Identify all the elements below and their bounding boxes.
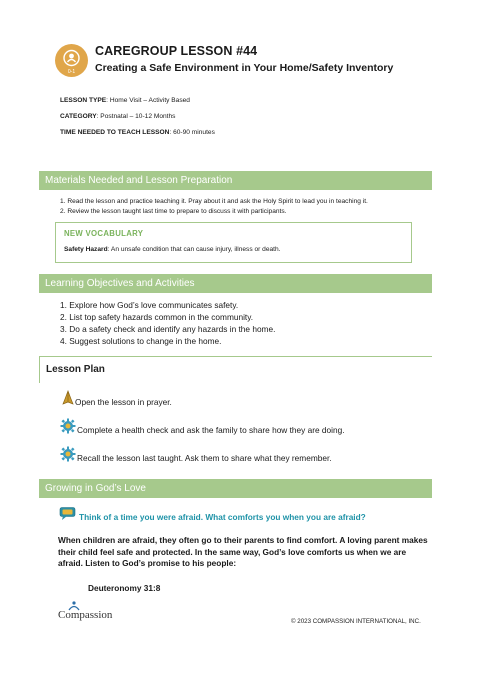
growing-heading: Growing in God’s Love	[39, 479, 432, 498]
logo-label: 0-1	[67, 69, 76, 75]
lesson-category: CATEGORY: Postnatal – 10-12 Months	[60, 113, 176, 120]
copyright-text: © 2023 COMPASSION INTERNATIONAL, INC.	[291, 618, 421, 625]
objectives-heading: Learning Objectives and Activities	[39, 274, 432, 293]
list-item: 2. List top safety hazards common in the community.	[60, 312, 254, 322]
gear-icon	[60, 418, 76, 434]
reflection-question: Think of a time you were afraid. What comforts you when you are afraid?	[79, 512, 366, 522]
list-item: 1. Read the lesson and practice teaching it. Pray about it and ask the Holy Spirit to lead you in teaching it.	[60, 198, 368, 205]
compassion-logo: Compassion	[58, 609, 112, 621]
praying-hands-icon	[60, 390, 76, 406]
materials-list	[60, 197, 368, 217]
scripture-reference: Deuteronomy 31:8	[88, 583, 161, 593]
lesson-plan-section	[39, 356, 432, 383]
lesson-step: Open the lesson in prayer.	[75, 397, 172, 407]
baby-logo-icon	[55, 44, 88, 77]
vocabulary-definition: Safety Hazard: An unsafe condition that can cause injury, illness or death.	[64, 246, 281, 253]
list-item: 4. Suggest solutions to change in the home.	[60, 336, 222, 346]
growing-paragraph: When children are afraid, they often go to their parents to find comfort. A loving parent makes their child feel safe and protected. In the same way, God’s love comforts us when we are afraid. Listen to God’s promise to his people:	[58, 535, 428, 568]
page-title: CAREGROUP LESSON #44	[95, 44, 258, 58]
figure-icon	[68, 601, 80, 611]
list-item: 1. Explore how God’s love communicates safety.	[60, 300, 239, 310]
page-subtitle: Creating a Safe Environment in Your Home/Safety Inventory	[95, 62, 394, 74]
vocabulary-title: NEW VOCABULARY	[64, 229, 144, 238]
gear-icon	[60, 446, 76, 462]
list-item: 3. Do a safety check and identify any hazards in the home.	[60, 324, 276, 334]
lesson-type: LESSON TYPE: Home Visit – Activity Based	[60, 97, 190, 104]
materials-heading: Materials Needed and Lesson Preparation	[39, 171, 432, 190]
lesson-plan-heading: Lesson Plan	[46, 364, 105, 375]
vocabulary-box	[55, 222, 412, 263]
list-item: 2. Review the lesson taught last time to prepare to discuss it with participants.	[60, 208, 287, 215]
lesson-step: Complete a health check and ask the family to share how they are doing.	[77, 425, 345, 435]
objectives-list	[60, 299, 275, 347]
lesson-time: TIME NEEDED TO TEACH LESSON: 60-90 minutes	[60, 129, 215, 136]
speech-bubble-icon	[59, 506, 75, 522]
lesson-step: Recall the lesson last taught. Ask them to share what they remember.	[77, 453, 332, 463]
